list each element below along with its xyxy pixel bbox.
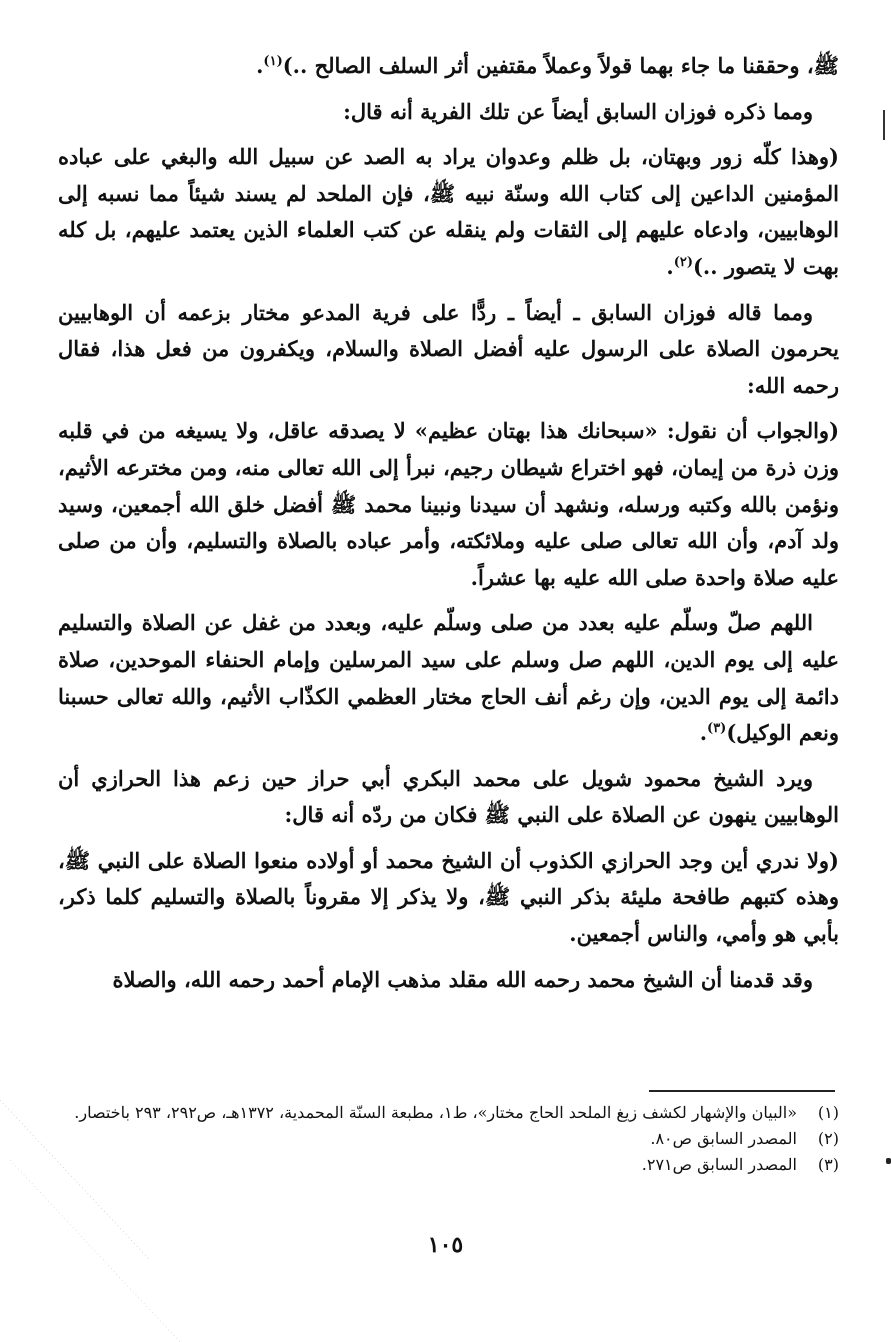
paragraph-text: وقد قدمنا أن الشيخ محمد رحمه الله مقلد مذهب الإمام أحمد رحمه الله، والصلاة [112,966,813,992]
paragraph-9 [58,962,839,999]
footnote-number: (٢) [817,1129,839,1148]
page-number: ١٠٥ [427,1232,464,1258]
paragraph-8 [58,843,839,953]
footnote-text: المصدر السابق ص٨٠. [650,1129,797,1148]
scan-artifact-lines [0,1100,240,1342]
footnote-ref: (٢) [673,254,693,270]
paragraph-text: ويرد الشيخ محمود شويل على محمد البكري أبي حراز حين زعم هذا الحرازي أن الوهابيين ينهون عن الصلاة على النبي ﷺ فكان من ردّه أنه قال: [58,765,839,828]
scan-artifact-dot [886,1158,891,1164]
footnote-text: «البيان والإشهار لكشف زيغ الملحد الحاج مختار»، ط١، مطبعة السنّة المحمدية، ١٣٧٢هـ، ص٢٩٢، ٢٩٣ باختصار. [74,1103,797,1122]
paragraph-7 [58,761,839,834]
scan-edge-mark [883,110,885,140]
paragraph-text: اللهم صلّ وسلّم عليه بعدد من صلى وسلّم عليه، وبعدد من غفل عن الصلاة والتسليم عليه إلى يوم الدين، اللهم صل وسلم على سيد المرسلين وإمام الحنفاء الموحدين، صلاة دائمة إلى يوم الدين، وإن رغم أنف الحاج مختار العظمي الكذّاب الأثيم، والله تعالى حسبنا ونعم الوكيل) [58,610,839,746]
paragraph-4 [58,295,839,405]
paragraph-text: ومما ذكره فوزان السابق أيضاً عن تلك الفرية أنه قال: [343,98,813,124]
paragraph-tail: . [256,53,264,78]
paragraph-text: (ولا ندري أين وجد الحرازي الكذوب أن الشيخ محمد أو أولاده منعوا الصلاة على النبي ﷺ، وهذه كتبهم طافحة مليئة بذكر النبي ﷺ، ولا يذكر إلا مقروناً بالصلاة والتسليم كلما ذكر، بأبي هو وأمي، والناس أجمعين. [58,847,839,947]
paragraph-1 [58,48,839,85]
paragraph-5 [58,413,839,596]
paragraph-6 [58,605,839,751]
footnote-number: (١) [817,1103,839,1122]
paragraph-3 [58,139,839,285]
footnote-number: (٣) [817,1155,839,1174]
paragraph-text: (والجواب أن نقول: «سبحانك هذا بهتان عظيم» لا يصدقه عاقل، ولا يسيغه من في قلبه وزن ذرة من إيمان، فهو اختراع شيطان رجيم، نبرأ إلى الله تعالى منه، ومن مخترعه الأثيم، ونؤمن بالله وكتبه ورسله، ونشهد أن سيدنا ونبينا محمد ﷺ أفضل خلق الله أجمعين، وسيد ولد آدم، وأن الله تعالى صلى عليه وملائكته، وأمر عباده بالصلاة والتسليم، وأن من صلى عليه صلاة واحدة صلى الله عليه بها عشراً. [58,418,839,590]
paragraph-text: ﷺ، وحققنا ما جاء بهما قولاً وعملاً مقتفين أثر السلف الصالح ..) [282,53,839,78]
footnote-ref: (١) [263,54,283,69]
paragraph-text: ومما قاله فوزان السابق ـ أيضاً ـ ردًّا على فرية المدعو مختار بزعمه أن الوهابيين يحرمون الصلاة على الرسول عليه أفضل الصلاة والسلام، ويكفرون من فعل هذا، فقال رحمه الله: [58,299,839,398]
paragraph-tail: . [666,253,674,279]
footnote-text: المصدر السابق ص٢٧١. [641,1155,797,1174]
main-text [58,48,839,1007]
paragraph-2 [58,94,839,131]
paragraph-text: (وهذا كلّه زور وبهتان، بل ظلم وعدوان يراد به الصد عن سبيل الله والبغي على عباده المؤمنين الداعين إلى كتاب الله وسنّة نبيه ﷺ، فإن الملحد لم يسند شيئاً مما نسبه إلى الوهابيين، وادعاه عليهم إلى الثقات ولم ينقله عن كتب العلماء الذين يعتمد عليهم، بل كله بهت لا يتصور ..) [58,144,839,279]
paragraph-tail: . [699,720,708,746]
footnote-separator [649,1090,835,1092]
footnote-ref: (٣) [707,721,727,737]
